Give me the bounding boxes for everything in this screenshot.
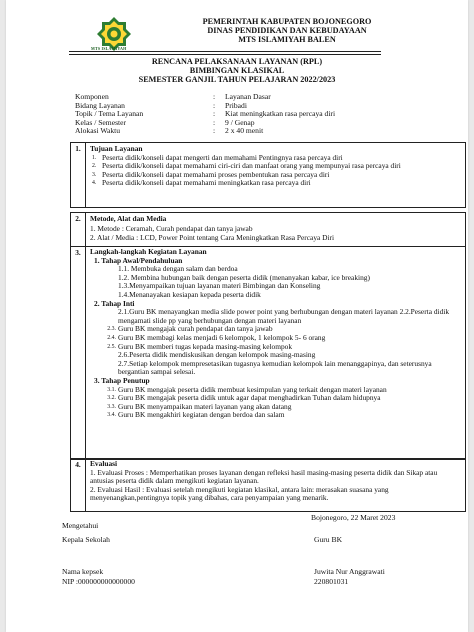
info-row [75,127,335,136]
document-page [6,0,468,632]
list-item: 1. Peserta didik/konseli dapat mengerti dan memahami Pentingnya rasa percaya diri [92,152,343,162]
mengetahui-label: Mengetahui [62,521,99,530]
section-heading: Tujuan Layanan [90,144,143,153]
info-value: 9 / Genap [225,117,255,127]
phase-title: 1. Tahap Awal/Pendahuluan [94,255,183,265]
step-item: 2.7.Setiap kelompok mempresetasikan tugasnya kemudian kelompok lain menanggapinya, dan seterusnya bergantian sampai selesai. [118,358,432,377]
doc-title-2: BIMBINGAN KLASIKAL [189,66,285,75]
section-heading: Metode, Alat dan Media [90,214,167,223]
list-item: 3. Peserta didik/konseli dapat memahami proses pembentukan rasa percaya diri [92,169,330,179]
info-value: Kiat meningkatkan rasa percaya diri [225,109,336,119]
teacher-id: 220801031 [314,577,349,586]
info-colon: : [213,100,216,110]
teacher-role: Guru BK [314,535,343,544]
step-item: 1.2. Membina hubungan baik dengan peserta didik (menanyakan kabar, ice breaking) [118,272,370,282]
step-item: 1.3.Menyampaikan tujuan layanan materi Bimbingan dan Konseling [118,281,321,291]
info-colon: : [213,126,216,136]
evaluation-process: 1. Evaluasi Proses : Memperhatikan proses layanan dengan refleksi hasil masing-masing peserta didik dan Sikap atau antusias peserta didik dalam mengikuti kegiatan layanan. [90,467,438,486]
header-line-3: MTS ISLAMIYAH BALEN [238,35,336,44]
info-colon: : [213,109,216,119]
info-key: Kelas / Semester [75,117,127,127]
phase-steps [90,308,462,377]
info-colon: : [213,92,216,101]
step-item: 3.1. Guru BK mengajak peserta didik membuat kesimpulan yang terkait dengan materi layanan [107,384,387,394]
info-key: Bidang Layanan [75,100,125,110]
list-item: 4. Peserta didik/konseli dapat memahami meningkatkan rasa percaya diri [92,178,311,188]
media-line: 2. Alat / Media : LCD, Power Point tentang Cara Meningkatkan Rasa Percaya Diri [90,233,335,242]
info-value: Layanan Dasar [225,92,271,101]
headmaster-nip: NIP :000000000000000 [62,577,135,586]
section-langkah [70,246,466,460]
header-line-1: PEMERINTAH KABUPATEN BOJONEGORO [202,17,372,26]
list-item: 2. Peserta didik/konseli dapat memahami ciri-ciri dan manfaat orang yang mempunyai rasa percaya diri [92,161,401,171]
step-item: 2.3. Guru BK mengajak curah pendapat dan tanya jawab [107,324,273,334]
step-item: 3.2. Guru BK mengajak peserta didik untuk agar dapat menghadirkan Tuhan dalam hidupnya [107,393,381,403]
phase-steps [90,265,462,299]
section-heading: Langkah-langkah Kegiatan Layanan [90,247,207,256]
place-date: Bojonegoro, 22 Maret 2023 [311,513,396,522]
section-tujuan [70,142,466,208]
info-colon: : [213,117,216,127]
section-heading: Evaluasi [90,459,118,468]
info-value: 2 x 40 menit [225,126,264,136]
info-key: Topik / Tema Layanan [75,109,144,119]
headmaster-role: Kepala Sekolah [62,535,110,544]
step-item: 1.1. Membuka dengan salam dan berdoa [118,264,238,274]
doc-title-3: SEMESTER GANJIL TAHUN PELAJARAN 2022/2023 [138,75,336,84]
section-number: 1. [71,143,86,207]
section-number: 4. [71,459,86,511]
step-item: 3.4. Guru BK mengakhiri kegiatan dengan berdoa dan salam [107,410,285,420]
headmaster-name: Nama kepsek [62,567,104,576]
header-rule [69,51,381,52]
step-item: 2.6.Peserta didik mendiskusikan dengan kelompok masing-masing [118,350,316,360]
info-key: Komponen [75,92,109,101]
section-number: 2. [71,213,86,246]
phase-title: 2. Tahap Inti [94,298,135,308]
method-line: 1. Metode : Ceramah, Curah pendapat dan tanya jawab [90,223,253,233]
step-item: 1.4.Menanayakan kesiapan kepada peserta didik [118,289,261,299]
step-item: 2.5. Guru BK memberi tugas kepada masing-masing kelompok [107,341,293,351]
info-value: Pribadi [225,100,247,110]
step-item: 3.3. Guru BK menyampaikan materi layanan yang akan datang [107,401,292,411]
section-metode [70,212,466,247]
phase-title: 3. Tahap Penutup [94,375,150,385]
logo-caption: MTS ISLAMIYAH [91,46,127,51]
step-item: 2.1.Guru BK menayangkan media slide power point yang berhubungan dengan materi layanan 2.2.Peserta didik mengamati slide pp yang berhubungan dengan materi layanan [118,307,450,325]
doc-title-1: RENCANA PELAKSANAAN LAYANAN (RPL) [151,57,323,66]
evaluation-result: 2. Evaluasi Hasil : Evaluasi setelah mengikuti kegiatan klasikal, antara lain: merasakan suasana yang menyenangkan,pentingnya topik yang dibahas, cara penyampaian yang menarik. [90,484,389,503]
phase-steps [90,386,462,420]
header-line-2: DINAS PENDIDIKAN DAN KEBUDAYAAN [207,26,367,35]
step-item: 2.4. Guru BK membagi kelas menjadi 6 kelompok, 1 kelompok 5- 6 orang [107,332,326,342]
teacher-name: Juwita Nur Anggrawati [314,567,385,576]
section-evaluasi [70,458,466,512]
section-number: 3. [71,247,86,459]
info-block [75,93,335,136]
header-rule-thin [69,54,381,55]
info-key: Alokasi Waktu [75,126,121,136]
